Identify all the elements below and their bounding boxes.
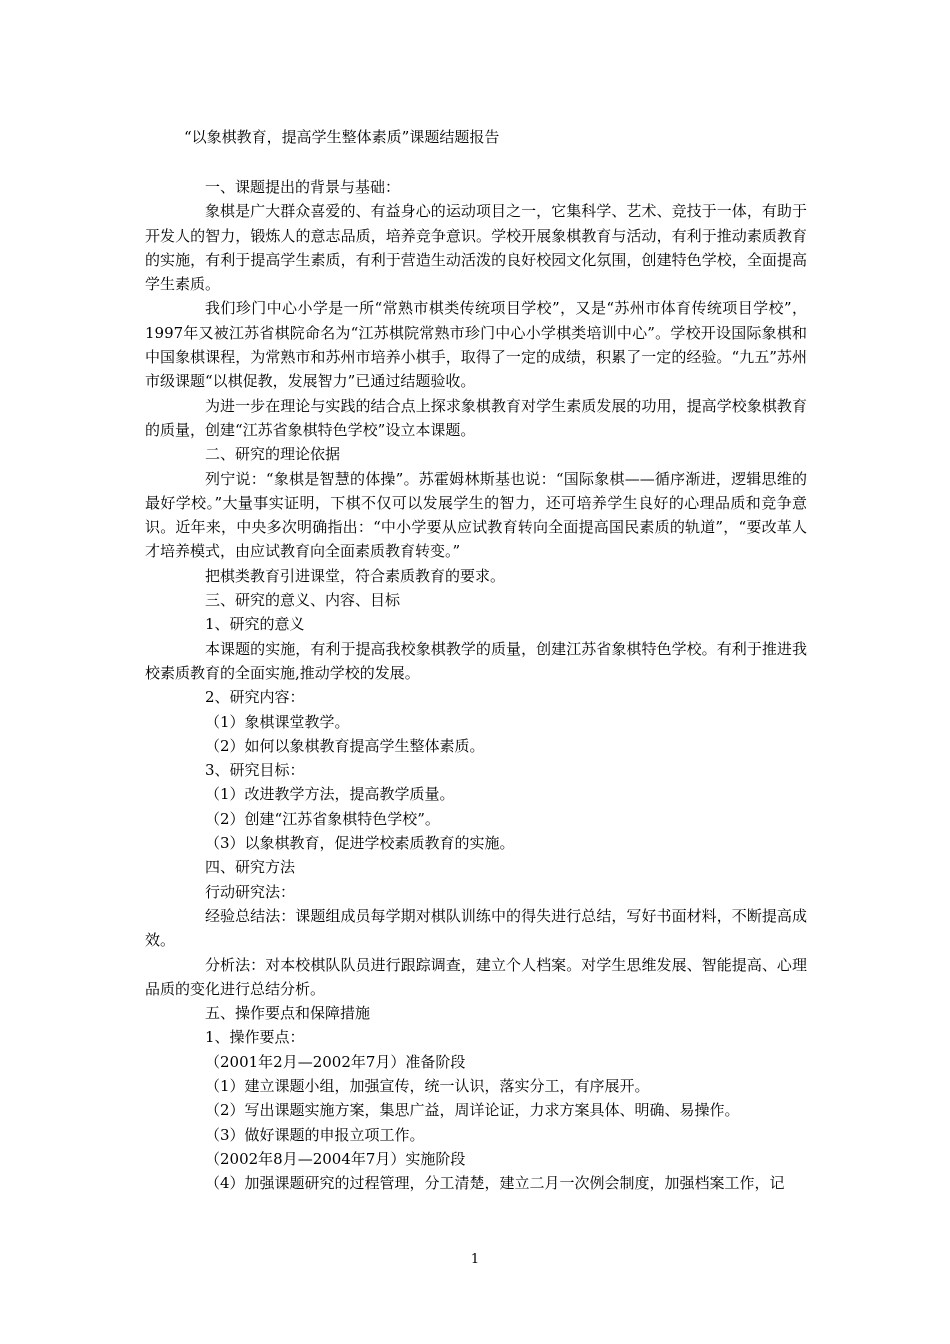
section-heading: 五、操作要点和保障措施 [205,1004,371,1023]
paragraph: 本课题的实施，有利于提高我校象棋教学的质量，创建江苏省象棋特色学校。有利于推进我校素质教育的全面实施,推动学校的发展。 [145,639,807,682]
paragraph: 行动研究法： [205,882,296,901]
list-item: （1）象棋课堂教学。 [205,712,350,731]
list-item: （1）改进教学方法，提高教学质量。 [205,785,455,804]
phase-heading: （2001年2月—2002年7月）准备阶段 [205,1052,466,1071]
phase-heading: （2002年8月—2004年7月）实施阶段 [205,1149,466,1168]
subsection-heading: 1、研究的意义 [205,615,305,634]
section-heading: 四、研究方法 [205,858,296,877]
list-item: （2）创建“江苏省象棋特色学校”。 [205,809,440,828]
paragraph: 列宁说：“象棋是智慧的体操”。苏霍姆林斯基也说：“国际象棋——循序渐进，逻辑思维的最好学校。”大量事实证明，下棋不仅可以发展学生的智力，还可培养学生良好的心理品质和竞争意识。近年来，中央多次明确指出：“中小学要从应试教育转向全面提高国民素质的轨道”，“要改革人才培养模式，由应试教育向全面素质教育转变。” [145,469,807,561]
subsection-heading: 1、操作要点： [205,1028,305,1047]
paragraph: 分析法：对本校棋队队员进行跟踪调查，建立个人档案。对学生思维发展、智能提高、心理品质的变化进行总结分析。 [145,955,807,998]
document-body [145,175,807,1195]
list-item: （2）如何以象棋教育提高学生整体素质。 [205,736,485,755]
paragraph: 我们珍门中心小学是一所“常熟市棋类传统项目学校”，又是“苏州市体育传统项目学校”，1997年又被江苏省棋院命名为“江苏棋院常熟市珍门中心小学棋类培训中心”。学校开设国际象棋和中国象棋课程，为常熟市和苏州市培养小棋手，取得了一定的成绩，积累了一定的经验。“九五”苏州市级课题“以棋促教，发展智力”已通过结题验收。 [145,299,807,391]
page-number: 1 [470,1252,480,1267]
list-item: （3）以象棋教育，促进学校素质教育的实施。 [205,834,515,853]
list-item: （4）加强课题研究的过程管理，分工清楚，建立二月一次例会制度，加强档案工作，记 [205,1174,785,1193]
subsection-heading: 3、研究目标： [205,761,305,780]
subsection-heading: 2、研究内容： [205,688,305,707]
list-item: （2）写出课题实施方案，集思广益，周详论证，力求方案具体、明确、易操作。 [205,1101,740,1120]
paragraph: 把棋类教育引进课堂，符合素质教育的要求。 [205,566,506,585]
paragraph: 经验总结法：课题组成员每学期对棋队训练中的得失进行总结，写好书面材料，不断提高成效。 [145,906,807,950]
list-item: （3）做好课题的申报立项工作。 [205,1125,425,1144]
section-heading: 二、研究的理论依据 [205,445,341,464]
section-heading: 三、研究的意义、内容、目标 [205,591,401,610]
list-item: （1）建立课题小组，加强宣传，统一认识，落实分工，有序展开。 [205,1076,650,1095]
document-title: “以象棋教育，提高学生整体素质”课题结题报告 [184,128,500,146]
paragraph: 为进一步在理论与实践的结合点上探求象棋教育对学生素质发展的功用，提高学校象棋教育的质量，创建“江苏省象棋特色学校”设立本课题。 [145,396,807,439]
paragraph: 象棋是广大群众喜爱的、有益身心的运动项目之一，它集科学、艺术、竞技于一体，有助于开发人的智力，锻炼人的意志品质，培养竞争意识。学校开展象棋教育与活动，有利于推动素质教育的实施，有利于提高学生素质，有利于营造生动活泼的良好校园文化氛围，创建特色学校，全面提高学生素质。 [145,202,807,294]
section-heading: 一、课题提出的背景与基础： [205,178,401,196]
